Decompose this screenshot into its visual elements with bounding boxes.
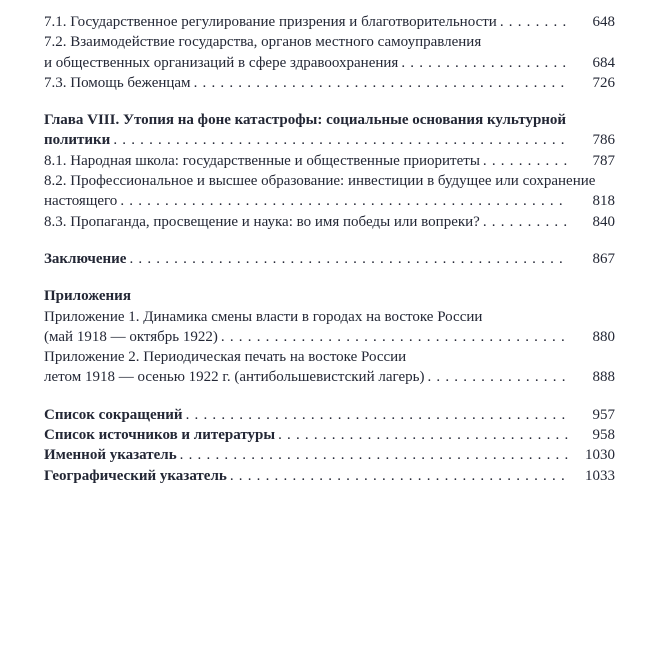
- page-number: 1033: [585, 467, 615, 484]
- page-number: 867: [592, 250, 615, 267]
- toc-entry-text: Глава VIII. Утопия на фоне катастрофы: социальные основания культурной: [44, 112, 567, 129]
- dot-leader: [230, 466, 568, 486]
- toc-entry: [44, 53, 615, 73]
- dot-leader: [194, 73, 568, 93]
- toc-entry: [44, 307, 615, 327]
- page-number: 648: [592, 14, 615, 30]
- toc-entry-text: Список сокращений: [44, 406, 183, 423]
- toc-entry-text: Заключение: [44, 250, 127, 267]
- toc-entry: [44, 32, 615, 52]
- toc-entry-text: летом 1918 — осенью 1922 г. (антибольшевистский лагерь): [44, 369, 425, 386]
- toc-section-heading: [44, 286, 615, 306]
- toc-section-heading: [44, 445, 615, 465]
- dot-leader: [186, 405, 568, 425]
- toc-entry-text: Список источников и литературы: [44, 427, 276, 444]
- toc-entry-text: 7.1. Государственное регулирование призрения и благотворительности: [44, 14, 497, 30]
- dot-leader: [401, 53, 568, 73]
- dot-leader: [113, 130, 568, 150]
- toc-entry: [44, 347, 615, 367]
- dot-leader: [483, 212, 568, 232]
- toc-chapter-heading: [44, 110, 615, 130]
- page-number: 957: [592, 406, 615, 423]
- dot-leader: [120, 191, 568, 211]
- toc-entry-text: настоящего: [44, 193, 118, 210]
- dot-leader: [180, 445, 568, 465]
- page-number: 684: [592, 54, 615, 71]
- toc-entry-text: Приложения: [44, 288, 131, 305]
- page-number: 840: [592, 213, 615, 230]
- toc-entry-text: 7.3. Помощь беженцам: [44, 74, 191, 91]
- toc-entry-text: (май 1918 — октябрь 1922): [44, 328, 218, 345]
- toc-entry: [44, 367, 615, 387]
- page-number: 786: [592, 132, 615, 149]
- toc-entry: [44, 151, 615, 171]
- toc-section-heading: [44, 466, 615, 486]
- toc-entry-text: 8.1. Народная школа: государственные и общественные приоритеты: [44, 152, 480, 169]
- toc-entry-text: 8.3. Пропаганда, просвещение и наука: во имя победы или вопреки?: [44, 213, 480, 230]
- dot-leader: [278, 425, 568, 445]
- table-of-contents: [44, 12, 615, 486]
- dot-leader: [500, 12, 568, 32]
- page-number: 787: [592, 152, 615, 169]
- toc-entry: [44, 171, 615, 191]
- page-number: 888: [592, 369, 615, 386]
- toc-section-heading: [44, 249, 615, 269]
- page-number: 1030: [585, 447, 615, 464]
- toc-entry: [44, 73, 615, 93]
- dot-leader: [129, 249, 568, 269]
- toc-entry: [44, 191, 615, 211]
- page-number: 818: [592, 193, 615, 210]
- toc-entry: [44, 212, 615, 232]
- toc-entry: [44, 327, 615, 347]
- toc-entry-text: Географический указатель: [44, 467, 227, 484]
- page-number: 958: [592, 427, 615, 444]
- dot-leader: [221, 327, 568, 347]
- toc-chapter-heading: [44, 130, 615, 150]
- page-number: 726: [592, 74, 615, 91]
- toc-entry-text: Приложение 2. Периодическая печать на востоке России: [44, 349, 407, 366]
- toc-entry: [44, 12, 615, 32]
- toc-entry-text: 8.2. Профессиональное и высшее образование: инвестиции в будущее или сохранение: [44, 173, 596, 190]
- toc-entry-text: политики: [44, 132, 111, 149]
- page-number: 880: [592, 328, 615, 345]
- toc-entry-text: 7.2. Взаимодействие государства, органов местного самоуправления: [44, 34, 482, 51]
- toc-entry-text: Именной указатель: [44, 447, 177, 464]
- toc-section-heading: [44, 405, 615, 425]
- toc-entry-text: Приложение 1. Динамика смены власти в городах на востоке России: [44, 308, 483, 325]
- dot-leader: [483, 151, 568, 171]
- toc-section-heading: [44, 425, 615, 445]
- dot-leader: [427, 367, 568, 387]
- toc-entry-text: и общественных организаций в сфере здравоохранения: [44, 54, 399, 71]
